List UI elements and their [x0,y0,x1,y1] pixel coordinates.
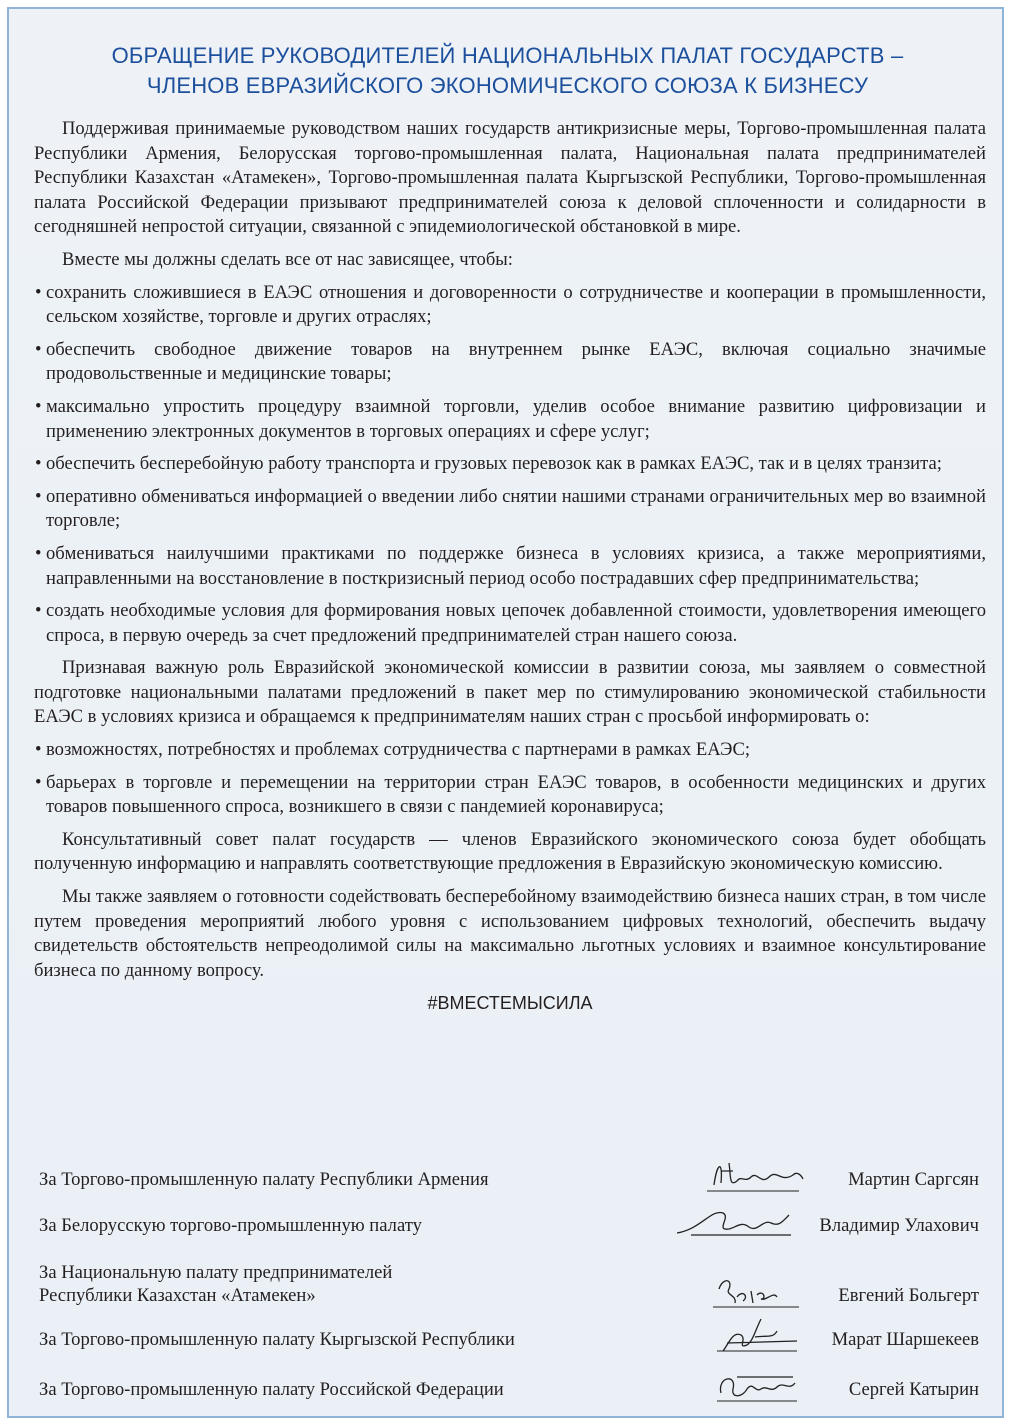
readiness-paragraph: Мы также заявляем о готовности содействовать бесперебойному взаимодействию бизнеса наших стран, в том числе путем проведения мероприятий любого уровня с использованием цифровых технологий, обеспечить выдачу свидетельств обстоятельств непреодолимой силы на максимально льготных условиях и взаимное консультирование бизнеса по данному вопросу. [34,886,986,981]
bullet-item [34,281,986,330]
bullet-dot: • [35,453,42,475]
bullet-text: барьерах в торговле и перемещении на территории стран ЕАЭС товаров, в особенности медицинских и других товаров повышенного спроса, возникшего в связи с пандемией коронавируса; [46,771,986,818]
handwritten-signature-icon [707,1313,807,1359]
bullet-text: обеспечить свободное движение товаров на внутреннем рынке ЕАЭС, включая социально значимые продовольственные и медицинские товары; [46,338,986,385]
bullet-text: создать необходимые условия для формирования новых цепочек добавленной стоимости, удовлетворения имеющего спроса, в первую очередь за счет предложений предпринимателей стран нашего союза. [46,600,986,646]
intro-paragraph: Поддерживая принимаемые руководством наших государств антикризисные меры, Торгово-промышленная палата Республики Армения, Белорусская торгово-промышленная палата, Национальная палата предпринимателей Республики Казахстан «Атамекен», Торгово-промышленная палата Кыргызской Республики, Торгово-промышленная палата Российской Федерации призывают предпринимателей союза к деловой сплоченности и солидарности в сегодняшней непростой ситуации, связанной с эпидемиологической обстановкой в мире. [34,118,986,238]
bullet-dot: • [35,542,42,564]
signature-row-russia [39,1359,979,1409]
bullet-dot: • [35,395,42,417]
signatory-org [39,1261,392,1307]
signatory-org: За Белорусскую торгово-промышленную палату [39,1215,422,1236]
signatory-name: Мартин Саргсян [848,1169,979,1190]
bullet-item [34,452,986,477]
hashtag: #ВМЕСТЕМЫСИЛА [427,993,593,1014]
bullet-text: оперативно обмениваться информацией о введении либо снятии нашими странами ограничительных мер во взаимной торговле; [46,485,986,532]
handwritten-signature-icon [699,1153,809,1199]
document-body [34,117,986,1016]
handwritten-signature-icon [671,1199,801,1245]
document-title [49,41,966,101]
bullet-text: обеспечить бесперебойную работу транспорта и грузовых перевозок как в рамках ЕАЭС, так и в целях транзита; [46,453,942,475]
signature-row-kyrgyzstan [39,1309,979,1359]
signatory-name: Евгений Больгерт [838,1285,979,1306]
lead-paragraph: Вместе мы должны сделать все от нас зависящее, чтобы: [62,248,513,270]
signatory-org-line-1: За Национальную палату предпринимателей [39,1262,393,1283]
document-page [7,7,1004,1418]
bullet-dot: • [35,281,42,303]
handwritten-signature-icon [707,1363,807,1409]
signatory-name: Сергей Катырин [848,1379,979,1400]
signatory-org: За Торгово-промышленную палату Российской Федерации [39,1379,504,1400]
bullet-item [34,338,986,387]
signature-row-kazakhstan [39,1259,979,1315]
bullet-text: обмениваться наилучшими практиками по поддержке бизнеса в условиях кризиса, а также мероприятиями, направленными на восстановление в посткризисный период особо пострадавших сфер предпринимательства; [46,542,986,589]
bullet-text: сохранить сложившиеся в ЕАЭС отношения и договоренности о сотрудничестве и кооперации в промышленности, сельском хозяйстве, торговле и других отраслях; [46,281,986,328]
bullet-dot: • [35,485,42,507]
bullet-item [34,542,986,591]
signatory-name: Марат Шаршекеев [831,1329,979,1350]
bullet-text: возможностях, потребностях и проблемах сотрудничества с партнерами в рамках ЕАЭС; [46,739,751,761]
bullet-item [34,485,986,534]
bullet-item [34,738,986,763]
signatory-org: За Торгово-промышленную палату Республики Армения [39,1169,489,1190]
bullet-text: максимально упростить процедуру взаимной торговли, уделив особое внимание развитию цифровизации и применению электронных документов в торговых операциях и сфере услуг; [46,395,986,442]
title-line-1: ОБРАЩЕНИЕ РУКОВОДИТЕЛЕЙ НАЦИОНАЛЬНЫХ ПАЛАТ ГОСУДАРСТВ – [111,43,904,68]
bullet-item [34,599,986,648]
bullet-dot: • [35,600,42,622]
signatory-org: За Торгово-промышленную палату Кыргызской Республики [39,1329,515,1350]
bullet-dot: • [35,739,42,761]
bullet-dot: • [35,338,42,360]
bullet-item [34,395,986,444]
title-line-2: ЧЛЕНОВ ЕВРАЗИЙСКОГО ЭКОНОМИЧЕСКОГО СОЮЗА К БИЗНЕСУ [146,73,869,98]
commission-paragraph: Признавая важную роль Евразийской экономической комиссии в развитии союза, мы заявляем о совместной подготовке национальными палатами предложений в пакет мер по стимулированию экономической стабильности ЕАЭС в условиях кризиса и обращаемся к предпринимателям наших стран с просьбой информировать о: [34,657,986,728]
signature-row-belarus [39,1195,979,1245]
signature-row-armenia [39,1149,979,1199]
signatory-name: Владимир Улахович [819,1215,979,1236]
council-paragraph: Консультативный совет палат государств — членов Евразийского экономического союза будет обобщать полученную информацию и направлять соответствующие предложения в Евразийскую экономическую комиссию. [34,828,986,875]
bullet-item [34,771,986,820]
signatory-org-line-2: Республики Казахстан «Атамекен» [39,1285,316,1306]
bullet-dot: • [35,771,42,793]
